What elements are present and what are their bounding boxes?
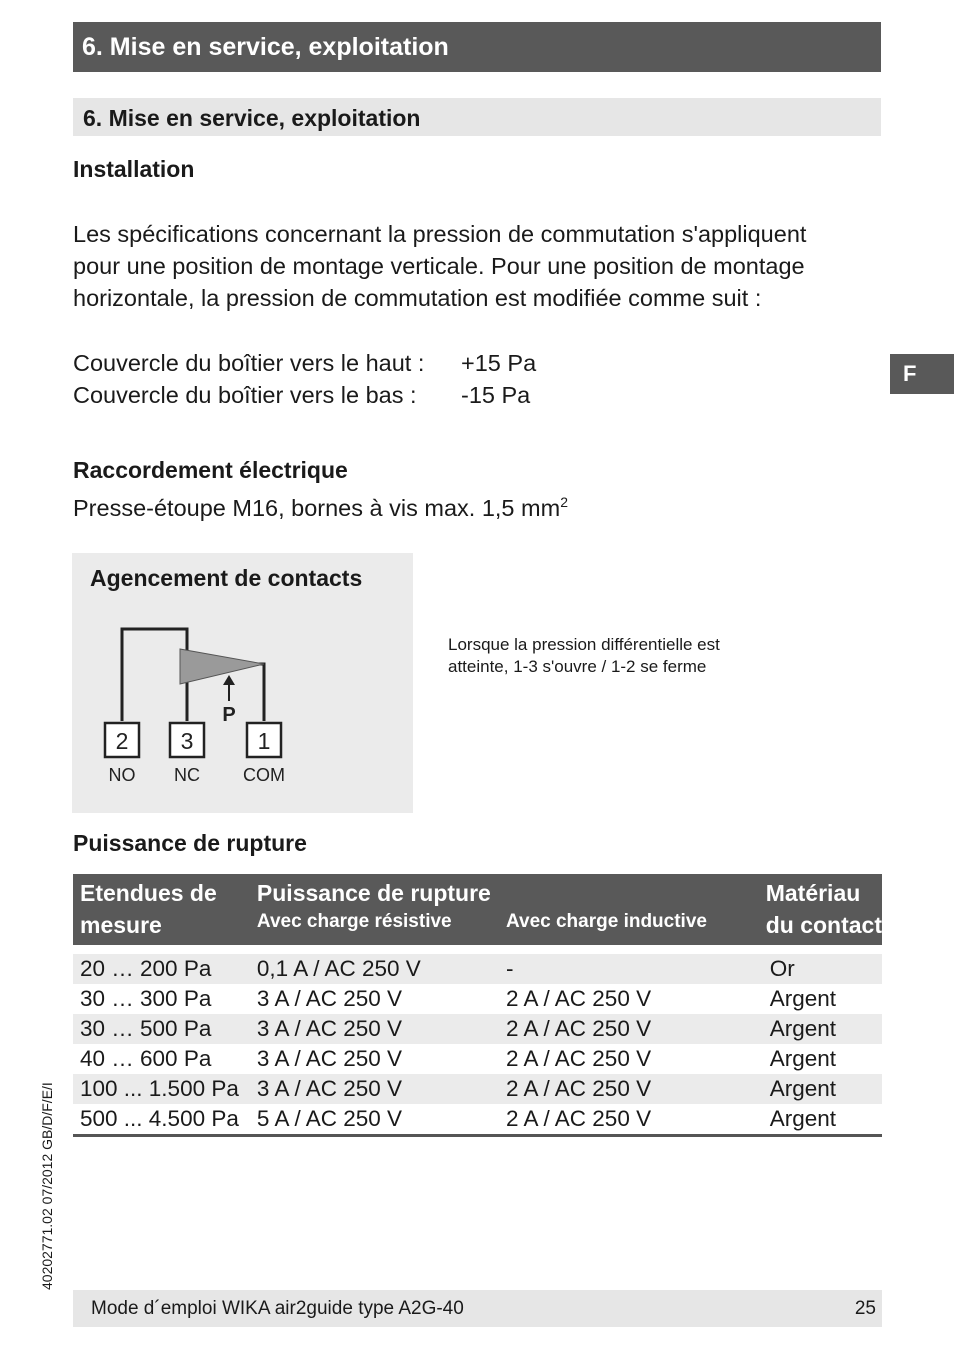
table-cell: 3 A / AC 250 V bbox=[256, 1046, 403, 1071]
page-footer bbox=[73, 1290, 882, 1327]
terminal-number: 3 bbox=[180, 728, 194, 754]
table-cell: 2 A / AC 250 V bbox=[505, 1046, 652, 1071]
table-cell: 5 A / AC 250 V bbox=[253, 1104, 504, 1136]
table-cell: 20 … 200 Pa bbox=[73, 954, 253, 984]
table-row bbox=[73, 1044, 882, 1074]
paragraph-line: horizontale, la pression de commutation est modifiée comme suit : bbox=[73, 285, 762, 311]
table-cell: 100 ... 1.500 Pa bbox=[73, 1074, 253, 1104]
column-header-range bbox=[73, 874, 253, 945]
table-row bbox=[73, 1104, 882, 1136]
table-cell: Argent bbox=[759, 1074, 882, 1104]
breaking-capacity-table bbox=[73, 874, 882, 1137]
orientation-value: +15 Pa bbox=[461, 350, 537, 376]
table-cell: Argent bbox=[769, 1046, 836, 1071]
installation-title: Installation bbox=[73, 156, 195, 182]
terminal-label: NC bbox=[174, 765, 200, 785]
table-cell: Argent bbox=[759, 1014, 882, 1044]
orientation-value: -15 Pa bbox=[461, 382, 531, 408]
installation-paragraph bbox=[73, 218, 806, 314]
table-row bbox=[73, 1014, 882, 1044]
table-cell: Argent bbox=[759, 1104, 882, 1136]
terminal-number: 2 bbox=[115, 728, 129, 754]
footer-text: Mode d´emploi WIKA air2guide type A2G-40 bbox=[91, 1298, 464, 1319]
contact-arrangement-title: Agencement de contacts bbox=[90, 565, 363, 591]
terminal-label: COM bbox=[243, 765, 285, 785]
table-spacer bbox=[73, 945, 882, 954]
table-cell: 500 ... 4.500 Pa bbox=[73, 1104, 253, 1136]
table-cell: 2 A / AC 250 V bbox=[504, 1104, 759, 1136]
column-header-resistive: Avec charge résistive bbox=[256, 911, 452, 933]
breaking-capacity-title: Puissance de rupture bbox=[73, 830, 307, 856]
note-line: atteinte, 1-3 s'ouvre / 1-2 se ferme bbox=[448, 657, 707, 676]
contact-diagram bbox=[72, 553, 413, 813]
table-cell: - bbox=[504, 954, 759, 984]
switch-contact-icon bbox=[180, 649, 264, 684]
table-cell: 0,1 A / AC 250 V bbox=[253, 954, 504, 984]
table-cell: 30 … 300 Pa bbox=[80, 986, 212, 1011]
column-header-material bbox=[759, 874, 882, 945]
orientation-label: Couvercle du boîtier vers le haut : bbox=[73, 350, 425, 376]
document-code: 40202771.02 07/2012 GB/D/F/E/I bbox=[39, 1082, 55, 1290]
table-cell: Argent bbox=[769, 986, 836, 1011]
page-number: 25 bbox=[854, 1298, 876, 1319]
header-line: Matériau bbox=[765, 880, 861, 906]
electrical-text bbox=[73, 486, 568, 524]
orientation-offsets bbox=[73, 347, 536, 411]
table-header-row bbox=[73, 874, 882, 908]
orientation-row bbox=[73, 347, 536, 379]
column-header-breaking: Puissance de rupture bbox=[256, 879, 491, 906]
table-cell: 40 … 600 Pa bbox=[80, 1046, 212, 1071]
contact-arrangement-panel bbox=[72, 553, 413, 813]
electrical-description: Presse-étoupe M16, bornes à vis max. 1,5 mm bbox=[73, 494, 561, 521]
header-line: mesure bbox=[80, 912, 162, 938]
paragraph-line: Les spécifications concernant la pression de commutation s'appliquent bbox=[73, 221, 807, 247]
table-cell: 3 A / AC 250 V bbox=[253, 1014, 504, 1044]
section-subheader: 6. Mise en service, exploitation bbox=[73, 98, 881, 136]
orientation-row bbox=[73, 379, 536, 411]
table-cell: 2 A / AC 250 V bbox=[504, 1074, 759, 1104]
table-cell: 30 … 500 Pa bbox=[73, 1014, 253, 1044]
table-cell: Or bbox=[759, 954, 882, 984]
language-tab: F bbox=[890, 354, 954, 394]
table-row bbox=[73, 984, 882, 1014]
column-header-inductive: Avec charge inductive bbox=[505, 911, 707, 933]
paragraph-line: pour une position de montage verticale. Pour une position de montage bbox=[73, 253, 805, 279]
terminal-label: NO bbox=[108, 765, 136, 785]
table-cell: 2 A / AC 250 V bbox=[505, 986, 652, 1011]
electrical-title: Raccordement électrique bbox=[73, 457, 348, 483]
table-row bbox=[73, 1074, 882, 1104]
superscript: 2 bbox=[560, 494, 568, 510]
contact-note bbox=[448, 634, 720, 678]
header-line: du contact bbox=[765, 912, 882, 938]
arrow-up-icon bbox=[223, 675, 235, 685]
orientation-label: Couvercle du boîtier vers le bas : bbox=[73, 382, 417, 408]
table-row bbox=[73, 954, 882, 984]
pressure-label: P bbox=[222, 704, 236, 726]
page-section-header: 6. Mise en service, exploitation bbox=[73, 22, 881, 72]
note-line: Lorsque la pression différentielle est bbox=[448, 635, 720, 654]
table-cell: 3 A / AC 250 V bbox=[256, 986, 403, 1011]
header-line: Etendues de bbox=[80, 880, 217, 906]
terminal-number: 1 bbox=[257, 728, 271, 754]
table-cell: 2 A / AC 250 V bbox=[504, 1014, 759, 1044]
table-cell: 3 A / AC 250 V bbox=[253, 1074, 504, 1104]
